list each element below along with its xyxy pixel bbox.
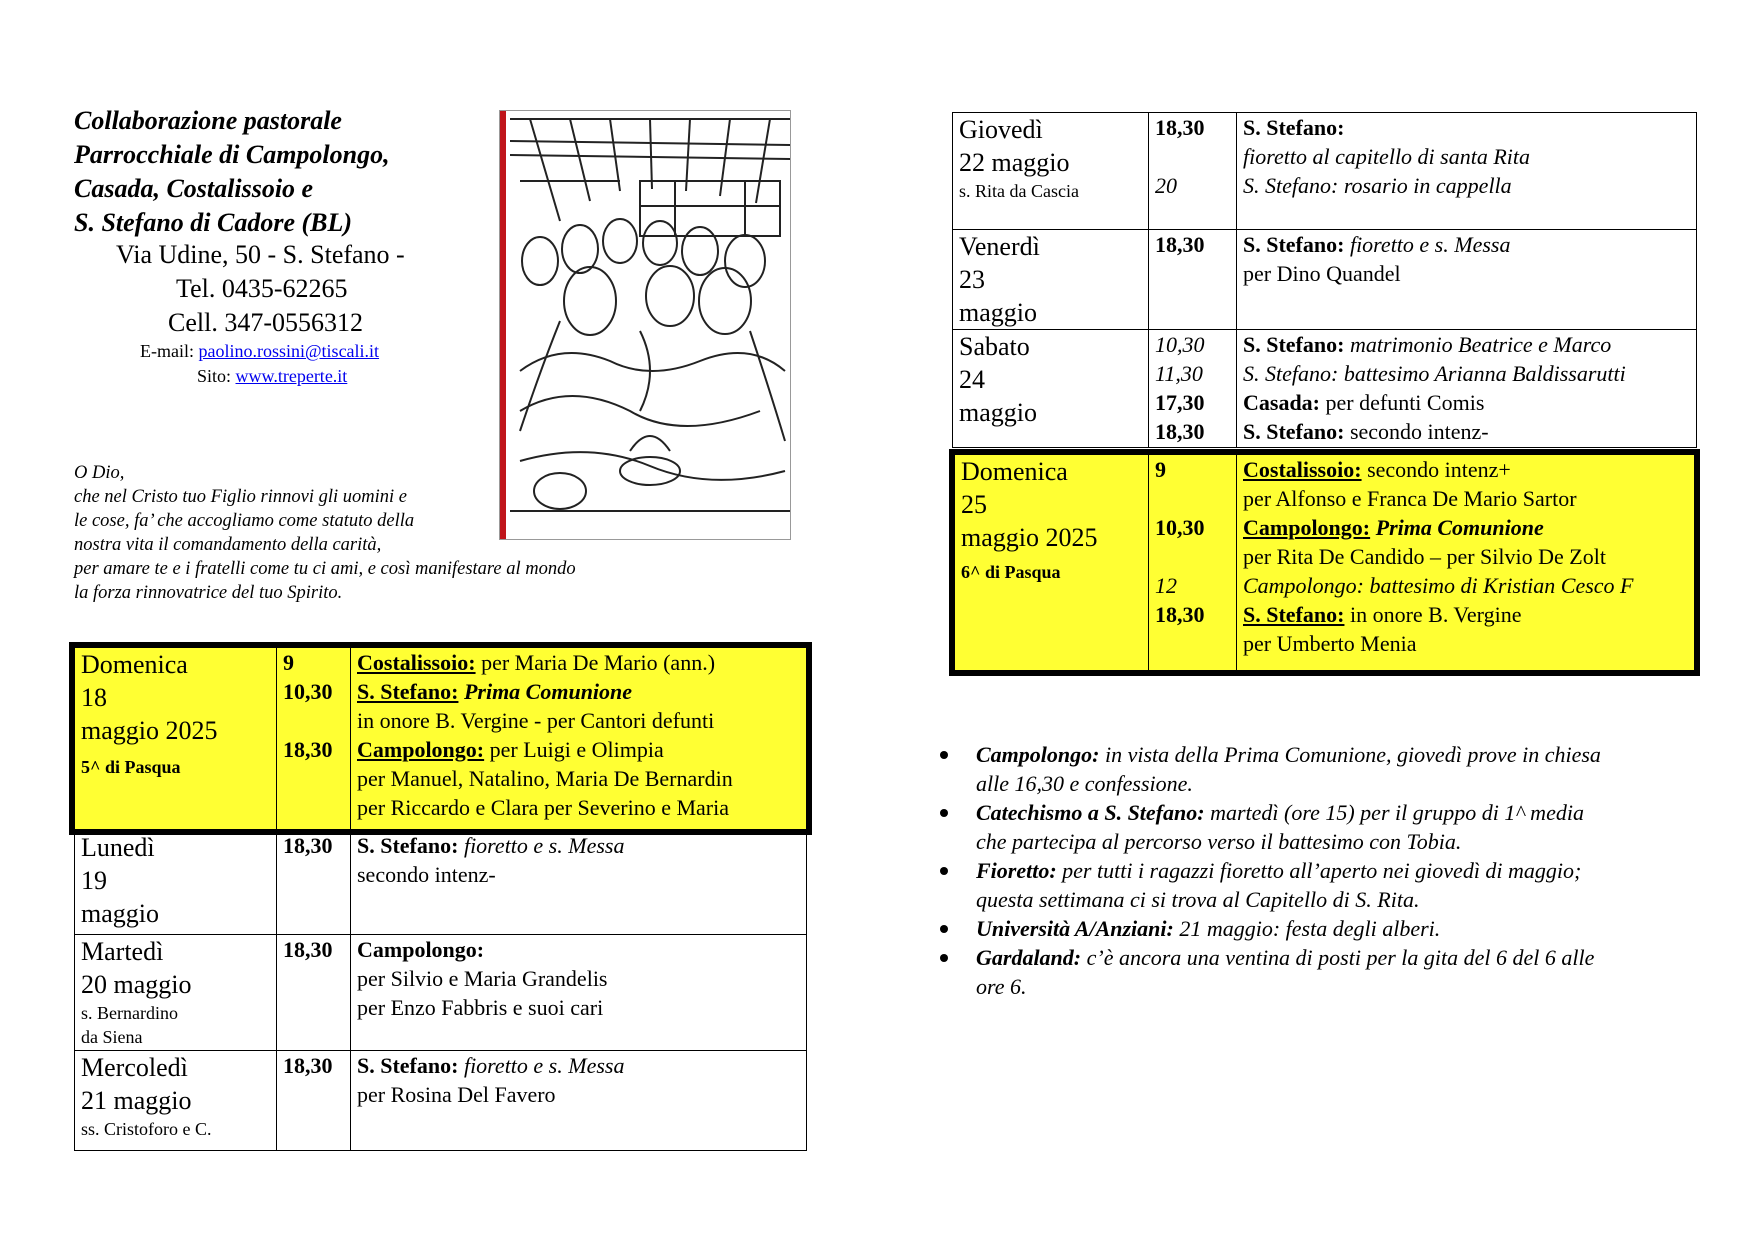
- event-text: secondo intenz-: [357, 862, 496, 887]
- schedule-weekdays-right: [952, 112, 1697, 448]
- row-thursday: [953, 113, 1697, 230]
- saint-name: s. Rita da Cascia: [959, 181, 1079, 201]
- phone-line: Tel. 0435-62265: [176, 274, 348, 303]
- event-text: S. Stefano: battesimo Arianna Baldissarutti: [1243, 361, 1626, 386]
- notice-title: Università A/Anziani:: [976, 916, 1174, 941]
- day-number: 25: [961, 490, 987, 519]
- place: Campolongo:: [357, 737, 485, 762]
- time: 18,30: [283, 737, 333, 762]
- event-text: per Luigi e Olimpia: [484, 737, 664, 762]
- notice-text: per tutti i ragazzi fioretto all’aperto nei giovedì di maggio;: [1056, 858, 1582, 883]
- time: 18,30: [1155, 232, 1205, 257]
- schedule-sunday-18: [74, 647, 807, 830]
- notices-list: [940, 740, 1680, 1001]
- event-text: per Silvio e Maria Grandelis: [357, 966, 608, 991]
- day-name: Sabato: [959, 332, 1030, 361]
- title-line: Parrocchiale di Campolongo,: [74, 140, 390, 169]
- prayer-text: [74, 461, 674, 605]
- notice-text: che partecipa al percorso verso il battesimo con Tobia.: [976, 829, 1462, 854]
- event-text: in onore B. Vergine: [1344, 602, 1522, 627]
- event-text: S. Stefano: rosario in cappella: [1243, 173, 1512, 198]
- time: 20: [1155, 173, 1177, 198]
- site-link[interactable]: www.treperte.it: [235, 366, 348, 386]
- event-text: matrimonio Beatrice e Marco: [1344, 332, 1612, 357]
- notice-text: questa settimana ci si trova al Capitello di S. Rita.: [976, 887, 1420, 912]
- parish-title: [74, 104, 494, 240]
- email-label: E-mail:: [140, 341, 194, 361]
- place: S. Stefano:: [357, 1053, 459, 1078]
- times-cell: [1149, 455, 1237, 671]
- time: 18,30: [1155, 419, 1205, 444]
- day-name: Giovedì: [959, 115, 1043, 144]
- event-text: Prima Comunione: [1370, 515, 1544, 540]
- day-name: Martedì: [81, 937, 164, 966]
- schedule-sunday-25: [954, 454, 1695, 671]
- day-number: 18: [81, 683, 107, 712]
- place: Casada:: [1243, 390, 1321, 415]
- day-month: maggio: [959, 298, 1037, 327]
- place: Costalissoio:: [1243, 457, 1362, 482]
- notice-text: ore 6.: [976, 974, 1027, 999]
- row-wednesday: [75, 1051, 807, 1151]
- notice-item: [940, 943, 1680, 1001]
- event-text: fioretto e s. Messa: [1344, 232, 1511, 257]
- day-cell: [955, 455, 1149, 671]
- bullet-icon: [940, 954, 948, 962]
- schedule-weekdays-left: [74, 830, 807, 1151]
- event-text: secondo intenz-: [1344, 419, 1489, 444]
- place: S. Stefano:: [1243, 332, 1345, 357]
- time: 12: [1155, 573, 1177, 598]
- notice-title: Catechismo a S. Stefano:: [976, 800, 1205, 825]
- time: 18,30: [1155, 602, 1205, 627]
- place: Costalissoio:: [357, 650, 476, 675]
- day-name: Mercoledì: [81, 1053, 188, 1082]
- day-date: 21 maggio: [81, 1086, 192, 1115]
- bullet-icon: [940, 809, 948, 817]
- event-text: per Rita De Candido – per Silvio De Zolt: [1243, 544, 1606, 569]
- notice-text: in vista della Prima Comunione, giovedì prove in chiesa: [1099, 742, 1601, 767]
- time: 9: [1155, 457, 1166, 482]
- day-number: 24: [959, 365, 985, 394]
- event-text: per defunti Comis: [1320, 390, 1485, 415]
- time: 18,30: [1155, 115, 1205, 140]
- liturgical-note: 5^ di Pasqua: [81, 757, 181, 777]
- cell-line: Cell. 347-0556312: [168, 308, 363, 337]
- saint-name: s. Bernardino: [81, 1003, 178, 1023]
- day-name: Domenica: [81, 650, 188, 679]
- event-text: per Umberto Menia: [1243, 631, 1417, 656]
- day-number: 23: [959, 265, 985, 294]
- event-text: per Enzo Fabbris e suoi cari: [357, 995, 604, 1020]
- time: 10,30: [1155, 332, 1205, 357]
- bullet-icon: [940, 751, 948, 759]
- row-saturday: [953, 330, 1697, 448]
- event-text: per Rosina Del Favero: [357, 1082, 556, 1107]
- row-friday: [953, 230, 1697, 330]
- site-label: Sito:: [197, 366, 232, 386]
- day-month: maggio: [959, 398, 1037, 427]
- day-name: Domenica: [961, 457, 1068, 486]
- prayer-line: la forza rinnovatrice del tuo Spirito.: [74, 583, 343, 603]
- time: 17,30: [1155, 390, 1205, 415]
- notice-text: c’è ancora una ventina di posti per la gita del 6 del 6 alle: [1081, 945, 1595, 970]
- day-month: maggio 2025: [81, 716, 218, 745]
- saint-name: da Siena: [81, 1027, 143, 1047]
- notice-text: martedì (ore 15) per il gruppo di 1^ media: [1204, 800, 1584, 825]
- event-text: fioretto e s. Messa: [458, 833, 625, 858]
- address-line: Via Udine, 50 - S. Stefano -: [116, 240, 405, 269]
- time: [283, 706, 350, 735]
- time: 18,30: [283, 1053, 333, 1078]
- bullet-icon: [940, 925, 948, 933]
- event-text: per Manuel, Natalino, Maria De Bernardin: [357, 766, 733, 791]
- notice-item: [940, 740, 1680, 798]
- event-text: fioretto e s. Messa: [458, 1053, 625, 1078]
- notice-item: [940, 798, 1680, 856]
- day-number: 19: [81, 866, 107, 895]
- prayer-line: O Dio,: [74, 463, 125, 483]
- place: S. Stefano:: [1243, 419, 1345, 444]
- times-cell: [277, 648, 351, 830]
- event-text: per Dino Quandel: [1243, 261, 1401, 286]
- prayer-line: nostra vita il comandamento della carità,: [74, 535, 382, 555]
- notice-title: Fioretto:: [976, 858, 1057, 883]
- day-cell: [75, 648, 277, 830]
- time: 10,30: [283, 679, 333, 704]
- place: S. Stefano:: [357, 833, 459, 858]
- title-line: Collaborazione pastorale: [74, 106, 342, 135]
- place: Campolongo:: [357, 937, 485, 962]
- day-date: 22 maggio: [959, 148, 1070, 177]
- day-month: maggio 2025: [961, 523, 1098, 552]
- notice-title: Gardaland:: [976, 945, 1082, 970]
- parish-address: [60, 238, 500, 340]
- day-month: maggio: [81, 899, 159, 928]
- event-text: per Maria De Mario (ann.): [475, 650, 716, 675]
- event-text: per Riccardo e Clara per Severino e Maria: [357, 795, 729, 820]
- events-cell: [1237, 455, 1695, 671]
- notice-title: Campolongo:: [976, 742, 1100, 767]
- notice-text: 21 maggio: festa degli alberi.: [1173, 916, 1441, 941]
- place: S. Stefano:: [1243, 602, 1345, 627]
- notice-item: [940, 914, 1680, 943]
- events-cell: [351, 648, 807, 830]
- time: 18,30: [283, 833, 333, 858]
- event-text: secondo intenz+: [1361, 457, 1511, 482]
- place: Campolongo:: [1243, 515, 1371, 540]
- day-name: Lunedì: [81, 833, 155, 862]
- time: 9: [283, 650, 294, 675]
- title-line: S. Stefano di Cadore (BL): [74, 208, 353, 237]
- parish-contacts: [60, 339, 500, 389]
- row-tuesday: [75, 935, 807, 1051]
- liturgical-note: 6^ di Pasqua: [961, 562, 1061, 582]
- time: 11,30: [1155, 361, 1203, 386]
- bullet-icon: [940, 867, 948, 875]
- event-text: in onore B. Vergine - per Cantori defunti: [357, 708, 715, 733]
- prayer-line: che nel Cristo tuo Figlio rinnovi gli uomini e: [74, 487, 407, 507]
- saint-name: ss. Cristoforo e C.: [81, 1119, 212, 1139]
- row-monday: [75, 831, 807, 935]
- time: 18,30: [283, 937, 333, 962]
- place: S. Stefano:: [357, 679, 459, 704]
- prayer-line: le cose, fa’ che accogliamo come statuto della: [74, 511, 415, 531]
- event-text: fioretto al capitello di santa Rita: [1243, 144, 1530, 169]
- event-text: Campolongo: battesimo di Kristian Cesco F: [1243, 573, 1634, 598]
- prayer-line: per amare te e i fratelli come tu ci ami, e così manifestare al mondo: [74, 559, 576, 579]
- email-link[interactable]: paolino.rossini@tiscali.it: [198, 341, 380, 361]
- day-name: Venerdì: [959, 232, 1040, 261]
- notice-text: alle 16,30 e confessione.: [976, 771, 1193, 796]
- day-date: 20 maggio: [81, 970, 192, 999]
- notice-item: [940, 856, 1680, 914]
- title-line: Casada, Costalissoio e: [74, 174, 314, 203]
- time: 10,30: [1155, 515, 1205, 540]
- event-text: Prima Comunione: [458, 679, 633, 704]
- place: S. Stefano:: [1243, 232, 1345, 257]
- event-text: per Alfonso e Franca De Mario Sartor: [1243, 486, 1577, 511]
- place: S. Stefano:: [1243, 115, 1345, 140]
